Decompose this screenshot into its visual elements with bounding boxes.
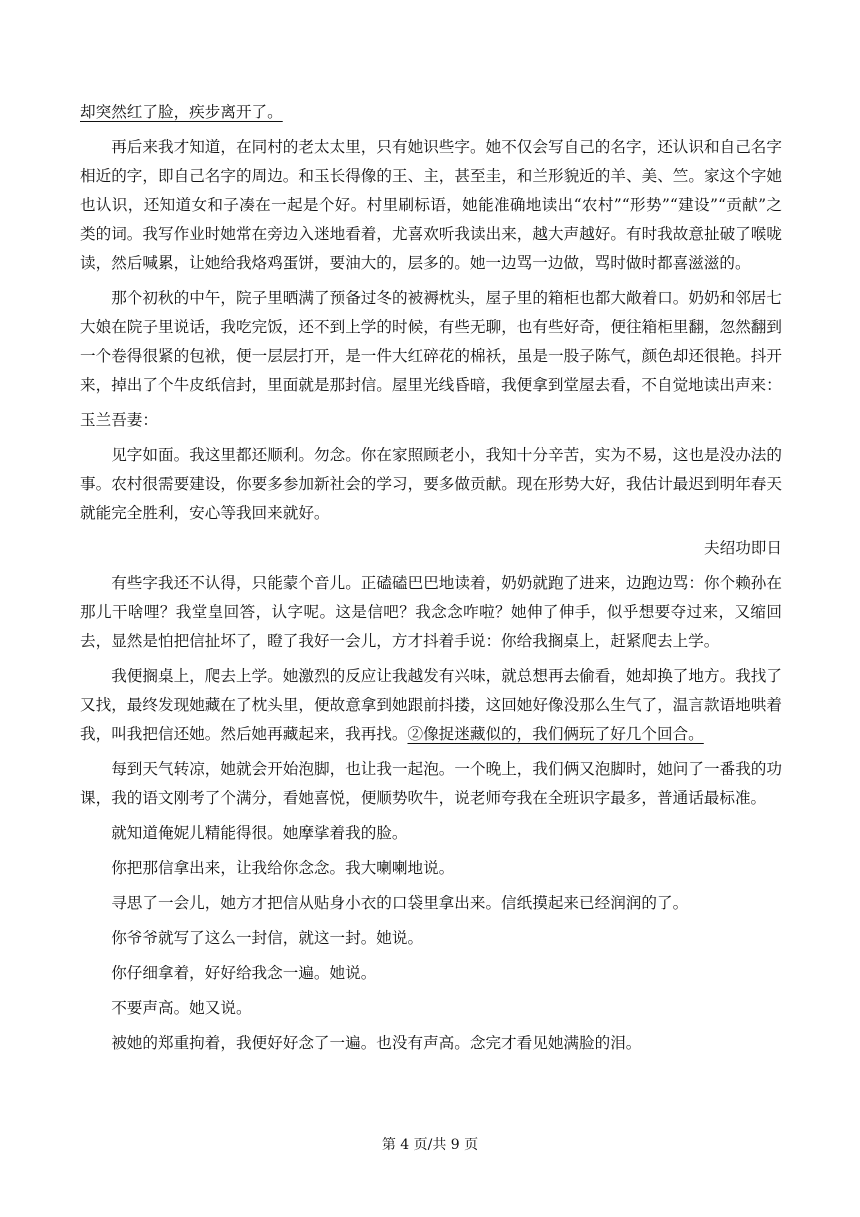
paragraph-13: 你爷爷就写了这么一封信，就这一封。她说。 [111, 929, 424, 947]
letter-body: 见字如面。我这里都还顺利。勿念。你在家照顾老小，我知十分辛苦，实为不易，这也是没办法的事。农村很需要建设，你要多参加新社会的学习，要多做贡献。现在形势大好，我估计最迟到明年春天就能完全胜利，安心等我回来就好。 [80, 446, 782, 522]
paragraph-8 [80, 662, 782, 749]
paragraph-9: 每到天气转凉，她就会开始泡脚，也让我一起泡。一个晚上，我们俩又泡脚时，她问了一番我的功课，我的语文刚考了个满分，看她喜悦，便顺势吹牛，说老师夸我在全班识字最多，普通话最标准。 [80, 760, 782, 807]
paragraph-10: 就知道俺妮儿精能得很。她摩挲着我的脸。 [111, 824, 408, 842]
paragraph-14: 你仔细拿着，好好给我念一遍。她说。 [111, 964, 377, 982]
page-footer: 第 4 页/共 9 页 [381, 1137, 479, 1153]
paragraph-12: 寻思了一会儿，她方才把信从贴身小衣的口袋里拿出来。信纸摸起来已经润润的了。 [111, 894, 689, 912]
letter-signature: 夫绍功即日 [704, 539, 782, 557]
paragraph-7: 有些字我还不认得，只能蒙个音儿。正磕磕巴巴地读着，奶奶就跑了进来，边跑边骂：你个赖孙在那儿干啥哩？我堂皇回答，认字呢。这是信吧？我念念咋啦？她伸了伸手，似乎想要夺过来，又缩回去，显然是怕把信扯坏了，瞪了我好一会儿，方才抖着手说：你给我搁桌上，赶紧爬去上学。 [80, 574, 782, 650]
page-body [80, 98, 782, 1064]
paragraph-11: 你把那信拿出来，让我给你念念。我大喇喇地说。 [111, 859, 455, 877]
paragraph-2: 再后来我才知道，在同村的老太太里，只有她识些字。她不仅会写自己的名字，还认识和自己名字相近的字，即自己名字的周边。和玉长得像的王、主，甚至圭，和兰形貌近的羊、美、竺。家这个字她也认识，还知道女和子凑在一起是个好。村里刷标语，她能准确地读出“农村”“形势”“建设”“贡献”之类的词。我写作业时她常在旁边入迷地看着，尤喜欢听我读出来，越大声越好。有时我故意扯破了喉咙读，然后喊累，让她给我烙鸡蛋饼，要油大的，层多的。她一边骂一边做，骂时做时都喜滋滋的。 [80, 138, 782, 272]
underlined-sentence-1: 却突然红了脸，疾步离开了。 [80, 103, 283, 121]
letter-salutation: 玉兰吾妻： [80, 411, 158, 429]
paragraph-15: 不要声高。她又说。 [111, 999, 252, 1017]
paragraph-16: 被她的郑重拘着，我便好好念了一遍。也没有声高。念完才看见她满脸的泪。 [111, 1034, 642, 1052]
underlined-sentence-2: ②像捉迷藏似的，我们俩玩了好几个回合。 [407, 725, 704, 743]
paragraph-3: 那个初秋的中午，院子里晒满了预备过冬的被褥枕头，屋子里的箱柜也都大敞着口。奶奶和邻居七大娘在院子里说话，我吃完饭，还不到上学的时候，有些无聊，也有些好奇，便往箱柜里翻，忽然翻到一个卷得很紧的包袱，便一层层打开，是一件大红碎花的棉袄，虽是一股子陈气，颜色却还很艳。抖开来，掉出了个牛皮纸信封，里面就是那封信。屋里光线昏暗，我便拿到堂屋去看，不自觉地读出声来： [80, 289, 782, 394]
paragraph-8-text: 我便搁桌上，爬去上学。她激烈的反应让我越发有兴味，就总想再去偷看，她却换了地方。我找了又找，最终发现她藏在了枕头里，便故意拿到她跟前抖搂，这回她好像没那么生气了，温言款语地哄着我，叫我把信还她。然后她再藏起来，我再找。 [80, 667, 782, 743]
paragraph-1 [80, 98, 782, 127]
